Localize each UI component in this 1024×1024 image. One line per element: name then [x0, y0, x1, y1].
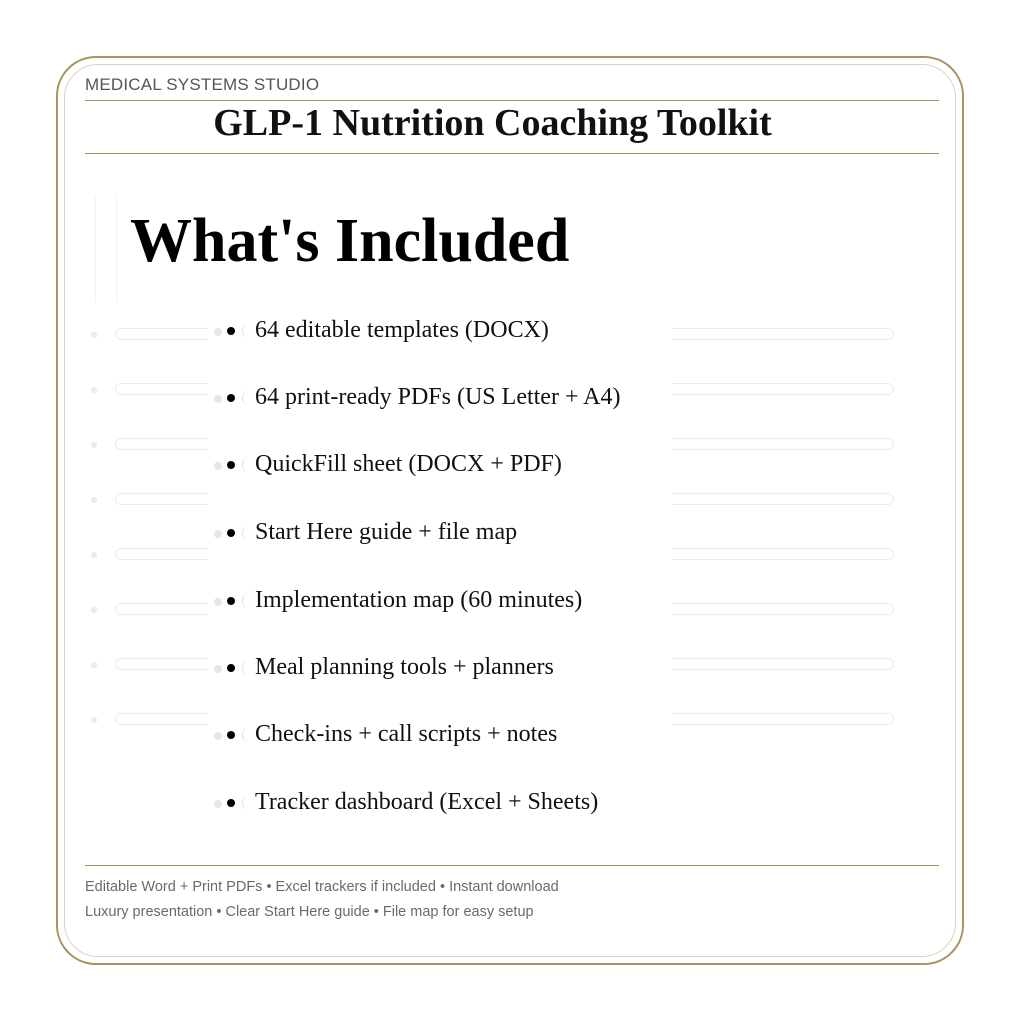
bullet-dot-icon [227, 799, 235, 807]
bullet-halo-icon [214, 530, 222, 538]
list-item-label: Start Here guide + file map [255, 519, 518, 545]
list-item [208, 785, 672, 821]
list-item [208, 380, 672, 416]
bullet-halo-icon [214, 732, 222, 740]
bullet-arc-icon [242, 728, 255, 742]
bullet-arc-icon [242, 796, 255, 810]
list-item-label: Meal planning tools + planners [255, 654, 554, 680]
ghost-dot-icon [91, 497, 97, 503]
footer-divider [85, 865, 939, 866]
studio-name: MEDICAL SYSTEMS STUDIO [85, 75, 320, 94]
bullet-dot-icon [227, 327, 235, 335]
bullet-arc-icon [242, 594, 255, 608]
ghost-dot-icon [91, 387, 97, 393]
list-item-label: 64 print-ready PDFs (US Letter + A4) [255, 384, 621, 410]
included-items-list [208, 300, 672, 830]
bullet-dot-icon [227, 731, 235, 739]
footer-line-1: Editable Word + Print PDFs • Excel trackers if included • Instant download [85, 879, 559, 895]
ghost-dot-icon [91, 332, 97, 338]
list-item [208, 717, 672, 753]
header-divider-bottom [85, 153, 939, 154]
bullet-dot-icon [227, 597, 235, 605]
bullet-arc-icon [242, 324, 255, 338]
bullet-arc-icon [242, 526, 255, 540]
footer-line-2: Luxury presentation • Clear Start Here guide • File map for easy setup [85, 904, 534, 920]
bullet-halo-icon [214, 328, 222, 336]
ghost-dot-icon [91, 607, 97, 613]
ghost-dot-icon [91, 442, 97, 448]
ghost-dot-icon [91, 717, 97, 723]
list-item [208, 313, 672, 349]
list-item-label: Implementation map (60 minutes) [255, 587, 583, 613]
bullet-arc-icon [242, 458, 255, 472]
bullet-dot-icon [227, 664, 235, 672]
list-item [208, 583, 672, 619]
list-item [208, 447, 672, 483]
list-item-label: QuickFill sheet (DOCX + PDF) [255, 451, 562, 477]
ghost-dot-icon [91, 662, 97, 668]
bullet-dot-icon [227, 529, 235, 537]
list-item-label: 64 editable templates (DOCX) [255, 317, 549, 343]
bullet-halo-icon [214, 462, 222, 470]
list-item-label: Tracker dashboard (Excel + Sheets) [255, 789, 599, 815]
bullet-halo-icon [214, 395, 222, 403]
bullet-halo-icon [214, 665, 222, 673]
bullet-dot-icon [227, 461, 235, 469]
ghost-dot-icon [91, 552, 97, 558]
bullet-arc-icon [242, 661, 255, 675]
list-item [208, 515, 672, 551]
bullet-halo-icon [214, 800, 222, 808]
list-item-label: Check-ins + call scripts + notes [255, 721, 558, 747]
bullet-arc-icon [242, 391, 255, 405]
product-title: GLP-1 Nutrition Coaching Toolkit [213, 102, 772, 144]
bullet-halo-icon [214, 598, 222, 606]
section-title: What's Included [130, 207, 570, 275]
decorative-bar [95, 197, 117, 303]
bullet-dot-icon [227, 394, 235, 402]
list-item [208, 650, 672, 686]
